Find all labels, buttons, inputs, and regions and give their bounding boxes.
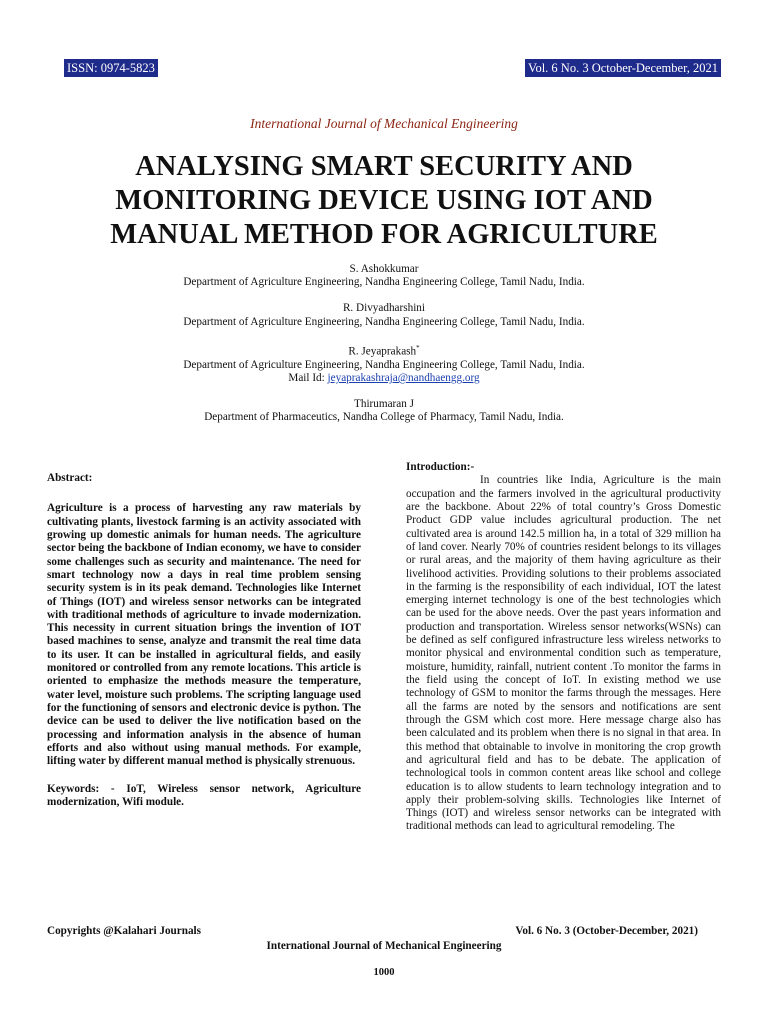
author-mail [40,372,728,385]
author-block [40,302,728,328]
introduction-body: In countries like India, Agriculture is the main occupation and the farmers involved in the agricultural productivity are the backbone. About 22% of total country’s Gross Domestic Product GDP value includes agricultural production. The net cultivated area is around 142.5 million ha, in a total of 329 million ha of land cover. Nearly 70% of countries resident belongs to its villages or rural areas, and the majority of them having agriculture as their livelihood activities. Providing solutions to their problems associated in the farming is the responsibility of each individual, IOT the latest emerging internet technology is one of the best technologies which can be used for the above needs. Over the past years information and production and transportation. Wireless sensor networks(WSNs) can be defined as self configured infrastructure less wireless networks to monitor physical and environmental condition such as temperature, moisture, humidity, rainfall, nutrient content .To monitor the farms in the field using the concept of IoT. In existing method we use technology of GSM to monitor the farms through the messages. Here all the farms are noted by the sensors and notifications are sent through the GSM which cost more. Here message charge also has been calculated and its problem when there is no signal in that area. In this method that obtainable to involve in monitoring the crop growth and agricultural field and has to be debate. The application of technological tools in common content areas like school and college education is to allow students to learn technology integration and to apply their problem-solving skills. Technologies like Internet of Things (IOT) and wireless sensor networks can be integrated with traditional methods can lead to agricultural remodeling. The [406,474,722,833]
author-affiliation: Department of Agriculture Engineering, Nandha Engineering College, Tamil Nadu, India. [183,315,585,328]
footer-copyright: Copyrights @Kalahari Journals [47,925,201,937]
mail-label: Mail Id: [288,371,328,384]
author-block [40,342,728,385]
title-line: MANUAL METHOD FOR AGRICULTURE [110,219,658,250]
title-line: MONITORING DEVICE USING IOT AND [115,185,653,216]
corresponding-mark: * [416,343,420,352]
keywords: Keywords: - IoT, Wireless sensor network, Agriculture modernization, Wifi module. [47,782,361,808]
page-number: 1000 [373,967,395,978]
email-link[interactable]: jeyaprakashraja@nandhaengg.org [327,371,480,384]
paper-title [40,150,728,252]
footer-volume: Vol. 6 No. 3 (October-December, 2021) [515,925,698,937]
abstract-body: Agriculture is a process of harvesting any raw materials by cultivating plants, livestock farming is an activity associated with growing up domestic animals for human needs. The agriculture sector being the backbone of Indian economy, we have to consider some challenges such as security and maintenance. The need for smart technology now a days in real time problem sensing security system is in its peak demand. Technologies like Internet of Things (IOT) and wireless sensor networks can be integrated with traditional methods of agriculture to invade modernization. This necessity in current situation brings the invention of IOT based machines to sense, analyze and transmit the real time data to its user. It can be installed in agricultural fields, and easily monitored or controlled from any remote locations. This article is oriented to emphasize the methods measure the temperature, water level, moisture such problems. The scripting language used for the functioning of sensors and electronic device is python. The device can be used to deliver the live notification based on the processing and information analysis in the absence of human efforts and also without using manual methods. For example, lifting water by different manual method is physically strenuous. [47,502,361,768]
author-name-text: R. Jeyaprakash [348,345,417,358]
author-list [40,263,728,438]
author-affiliation: Department of Agriculture Engineering, Nandha Engineering College, Tamil Nadu, India. [183,358,585,371]
author-block [40,398,728,424]
title-line: ANALYSING SMART SECURITY AND [135,151,633,182]
abstract-column [47,472,361,809]
author-name: S. Ashokkumar [349,263,419,275]
author-name: Thirumaran J [354,398,414,411]
volume-badge: Vol. 6 No. 3 October-December, 2021 [525,59,721,77]
journal-name: International Journal of Mechanical Engineering [250,116,518,131]
author-affiliation: Department of Pharmaceutics, Nandha College of Pharmacy, Tamil Nadu, India. [204,411,564,424]
abstract-heading: Abstract: [47,472,93,484]
author-block [40,263,728,289]
footer-journal: International Journal of Mechanical Engineering [266,940,502,952]
introduction-column [406,461,721,834]
author-name [40,342,728,359]
introduction-heading: Introduction:- [406,461,475,473]
issn-badge: ISSN: 0974-5823 [64,59,158,77]
author-name: R. Divyadharshini [342,302,426,315]
author-affiliation: Department of Agriculture Engineering, Nandha Engineering College, Tamil Nadu, India. [183,276,585,289]
